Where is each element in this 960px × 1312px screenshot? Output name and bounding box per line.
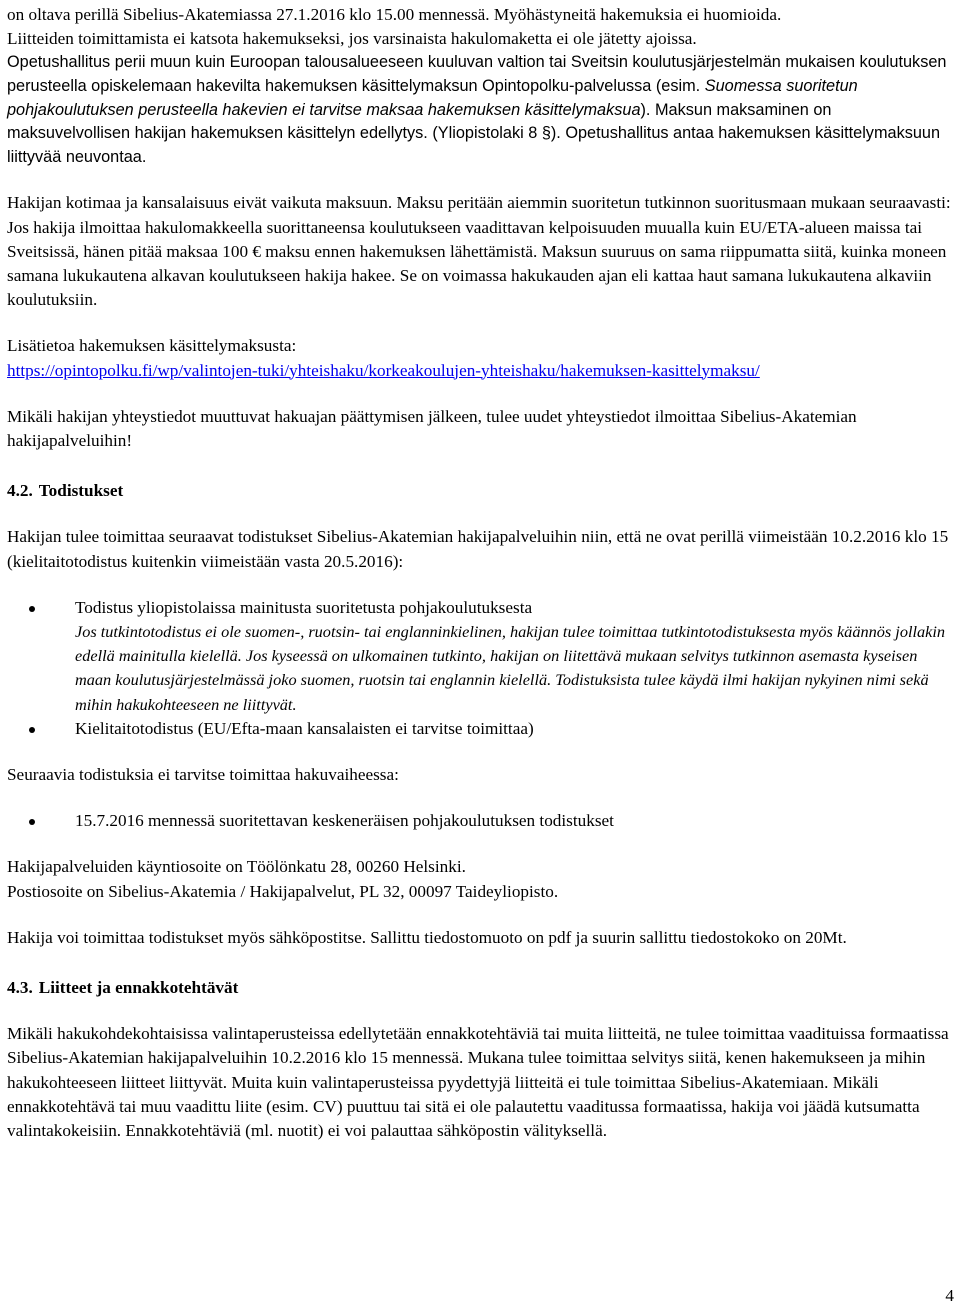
intro-line-1: on oltava perillä Sibelius-Akatemiassa 27.1.2016 klo 15.00 mennessä. Myöhästyneitä hakemuksia ei huomioida. bbox=[7, 5, 782, 24]
list-item bbox=[7, 809, 957, 833]
bullet-3-text: 15.7.2016 mennessä suoritettavan keskeneräisen pohjakoulutuksen todistukset bbox=[75, 811, 614, 831]
intro-line-2: Liitteiden toimittamista ei katsota hakemukseksi, jos varsinaista hakulomaketta ei ole jätetty ajoissa. bbox=[7, 29, 697, 49]
certificates-list bbox=[7, 596, 957, 741]
section-4-3-heading bbox=[7, 976, 957, 1000]
bullet-2-text: Kielitaitotodistus (EU/Efta-maan kansalaisten ei tarvitse toimittaa) bbox=[75, 718, 534, 738]
visit-address: Hakijapalveluiden käyntiosoite on Töölönkatu 28, 00260 Helsinki. bbox=[7, 857, 466, 877]
contact-change-paragraph: Mikäli hakijan yhteystiedot muuttuvat hakuajan päättymisen jälkeen, tulee uudet yhteystiedot ilmoittaa Sibelius-Akatemian hakijapalveluihin! bbox=[7, 406, 857, 450]
section-4-3-number: 4.3. bbox=[7, 978, 33, 998]
section-4-3-title: Liitteet ja ennakkotehtävät bbox=[38, 978, 239, 998]
attachments-paragraph: Mikäli hakukohdekohtaisissa valintaperusteissa edellytetään ennakkotehtäviä tai muita liitteitä, ne tulee toimittaa vaadituissa formaatissa Sibelius-Akatemian hakijapalveluihin 10.2.2016 klo 15 mennessä. Mukana tulee toimittaa selvitys siitä, kenen hakemukseen ja mihin hakukohteeseen liitteet liittyvät. Muita kuin valintaperusteissa pyydettyjä liitteitä ei tule toimittaa Sibelius-Akatemiaan. Mikäli ennakkotehtävä tai muu vaadittu liite (esim. CV) puuttuu tai sitä ei ole palautettu vaaditussa formaatissa, hakija voi jäädä kutsumatta valintakokeisiin. Ennakkotehtäviä (ml. nuotit) ei voi palauttaa sähköpostin välityksellä. bbox=[7, 1024, 949, 1141]
fee-paragraph-start: Opetushallitus perii muun kuin Euroopan talousalueeseen kuuluvan valtion tai Sveitsin koulutusjärjestelmän mukaisen koulutuksen perusteella opiskelemaan hakevilta hakemuksen käsittelymaksun Opintopolku-palvelussa (esim. bbox=[7, 53, 947, 95]
fee-paragraph-italic: Suomessa suoritetun pohjakoulutuksen perusteella hakevien ei tarvitse maksaa hakemuksen käsittelymaksua bbox=[7, 77, 858, 119]
certificates-intro: Hakijan tulee toimittaa seuraavat todistukset Sibelius-Akatemian hakijapalveluihin niin, että ne ovat perillä viimeistään 10.2.2016 klo 15 (kielitaitotodistus kuitenkin viimeistään vasta 20.5.2016): bbox=[7, 527, 949, 571]
fee-info-link[interactable]: https://opintopolku.fi/wp/valintojen-tuki/yhteishaku/korkeakoulujen-yhteishaku/hakemuksen-kasittelymaksu/ bbox=[7, 360, 760, 380]
postal-address: Postiosoite on Sibelius-Akatemia / Hakijapalvelut, PL 32, 00097 Taideyliopisto. bbox=[7, 881, 559, 901]
not-needed-label: Seuraavia todistuksia ei tarvitse toimittaa hakuvaiheessa: bbox=[7, 765, 399, 785]
bullet-icon bbox=[29, 727, 35, 733]
bullet-1-text: Jos tutkintotodistus ei ole suomen-, ruotsin- tai englanninkielinen, hakijan tulee toimittaa tutkintotodistuksesta myös käännös jollakin edellä mainitulla kielellä. Jos kyseessä on ulkomainen tutkinto, hakijan on liitettävä mukaan selvitys tutkinnon asemasta kyseisen maan koulutusjärjestelmässä joko suomen, ruotsin tai englannin kielellä. Todistuksista tulee käydä ilmi hakijan nykyinen nimi sekä mihin hakukohteeseen ne liittyvät. bbox=[75, 622, 946, 714]
section-4-2-title: Todistukset bbox=[38, 481, 124, 501]
bullet-icon bbox=[29, 819, 35, 825]
list-item bbox=[7, 596, 957, 717]
fee-paragraph bbox=[7, 51, 957, 169]
fee-paragraph-end: ). Maksun maksaminen on maksuvelvollisen hakijan hakemuksen käsittelyn edellytys. (Yliopistolaki 8 §). Opetushallitus antaa hakemuksen käsittelymaksuun liittyvää neuvontaa. bbox=[7, 100, 941, 166]
more-info-link-line bbox=[7, 359, 957, 383]
more-info-label: Lisätietoa hakemuksen käsittelymaksusta: bbox=[7, 336, 297, 356]
bullet-1-title: Todistus yliopistolaissa mainitusta suoritetusta pohjakoulutuksesta bbox=[75, 597, 533, 617]
section-4-2-heading bbox=[7, 479, 957, 503]
not-needed-list bbox=[7, 809, 957, 833]
document-page bbox=[7, 3, 957, 1143]
email-note: Hakija voi toimittaa todistukset myös sähköpostitse. Sallittu tiedostomuoto on pdf ja suurin sallittu tiedostokoko on 20Mt. bbox=[7, 927, 847, 947]
section-4-2-number: 4.2. bbox=[7, 481, 33, 501]
page-number: 4 bbox=[945, 1286, 954, 1305]
nationality-paragraph: Hakijan kotimaa ja kansalaisuus eivät vaikuta maksuun. Maksu peritään aiemmin suoritetun tutkinnon suoritusmaan mukaan seuraavasti: Jos hakija ilmoittaa hakulomakkeella suorittaneensa koulutukseen vaadittavan kelpoisuuden muualla kuin EU/ETA-alueen maissa tai Sveitsissä, hänen pitää maksaa 100 € maksu ennen hakemuksen lähettämistä. Maksun suuruus on sama riippumatta siitä, kuinka moneen samana lukukautena alkavan koulutukseen hakija hakee. Se on voimassa hakukauden ajan eli kattaa haut samana lukukautena alkaviin koulutuksiin. bbox=[7, 193, 951, 310]
list-item bbox=[7, 717, 957, 741]
bullet-icon bbox=[29, 606, 35, 612]
